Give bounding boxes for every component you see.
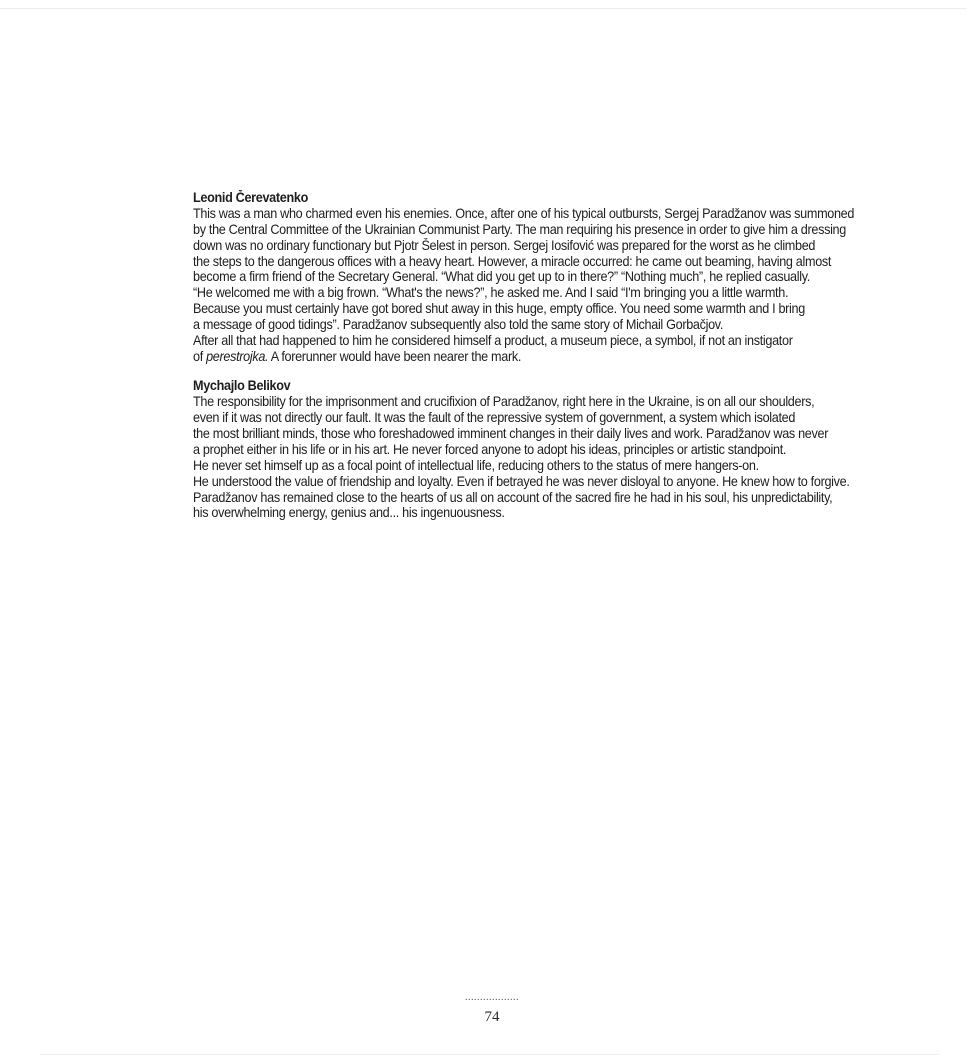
italic-term: perestrojka. <box>206 348 269 364</box>
text-line: “He welcomed me with a big frown. “What's the news?”, he asked me. And I said “I'm bringing you a little warmth. <box>193 285 789 301</box>
top-scan-edge <box>0 8 967 9</box>
text-line: the most brilliant minds, those who foreshadowed imminent changes in their daily lives and work. Paradžanov was never <box>193 426 829 442</box>
page-footer <box>464 994 520 1026</box>
text-line: After all that had happened to him he considered himself a product, a museum piece, a symbol, if not an instigator <box>193 332 793 348</box>
text-fragment: A forerunner would have been nearer the mark. <box>268 348 522 364</box>
text-fragment: of <box>193 348 207 364</box>
text-line: a prophet either in his life or in his art. He never forced anyone to adopt his ideas, principles or artistic standpoint. <box>193 441 787 457</box>
article-body <box>193 190 893 535</box>
text-line: This was a man who charmed even his enemies. Once, after one of his typical outbursts, Sergej Paradžanov was summoned <box>193 206 855 221</box>
section-belikov <box>193 378 893 521</box>
section-heading: Leonid Čerevatenko <box>193 190 308 205</box>
text-line: Paradžanov has remained close to the hearts of us all on account of the sacred fire he had in his soul, his unpredictability, <box>193 489 833 505</box>
text-line: the steps to the dangerous offices with a heavy heart. However, a miracle occurred: he came out beaming, having almost <box>193 253 832 269</box>
text-line: He understood the value of friendship and loyalty. Even if betrayed he was never disloyal to anyone. He knew how to forgive. <box>193 473 850 489</box>
text-line: become a firm friend of the Secretary General. “What did you get up to in there?” “Nothing much”, he replied casually. <box>193 269 810 285</box>
text-line: his overwhelming energy, genius and... his ingenuousness. <box>193 505 505 521</box>
text-line: by the Central Committee of the Ukrainian Communist Party. The man requiring his presence in order to give him a dressing <box>193 221 846 237</box>
section-cerevatenko <box>193 190 893 364</box>
section-heading: Mychajlo Belikov <box>193 378 291 394</box>
text-line: Because you must certainly have got bored shut away in this huge, empty office. You need some warmth and I bring <box>193 301 805 317</box>
text-line: down was no ordinary functionary but Pjotr Šelest in person. Sergej Iosifović was prepared for the worst as he climbed <box>193 237 816 253</box>
footer-dotted-rule: .................. <box>465 992 519 1003</box>
text-line: The responsibility for the imprisonment and crucifixion of Paradžanov, right here in the Ukraine, is on all our shoulders, <box>193 394 815 410</box>
text-line: even if it was not directly our fault. It was the fault of the repressive system of government, a system which isolated <box>193 410 796 426</box>
text-line: He never set himself up as a focal point of intellectual life, reducing others to the status of mere hangers-on. <box>193 457 759 473</box>
bottom-scan-edge <box>40 1054 940 1055</box>
text-line-last <box>193 349 844 365</box>
text-line: a message of good tidings”. Paradžanov subsequently also told the same story of Michail Gorbačjov. <box>193 316 724 332</box>
page-number: 74 <box>484 1009 500 1025</box>
